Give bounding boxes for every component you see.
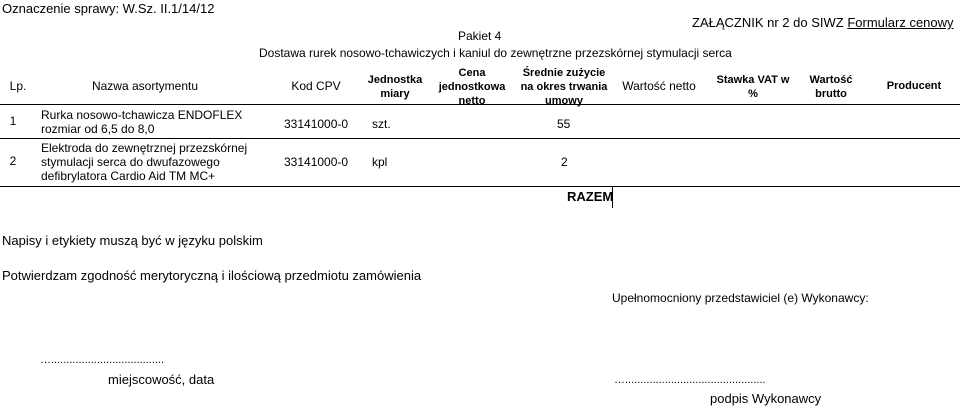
row-name (41, 141, 271, 183)
col-header-usage (514, 66, 614, 108)
row-name-line1: Elektroda do zewnętrznej przezskórnej (41, 141, 248, 155)
col-header-net-value: Wartość netto (622, 79, 696, 93)
col-header-cpv: Kod CPV (291, 79, 341, 93)
signature-dots: ….............................................. (614, 374, 766, 386)
row-unit: szt. (372, 117, 391, 131)
row-lp: 2 (9, 154, 17, 168)
row-2-bottom-border (0, 186, 960, 187)
case-reference: Oznaczenie sprawy: W.Sz. II.1/14/12 (2, 1, 215, 16)
col-header-vat-line2: % (748, 88, 758, 100)
col-header-usage-line3: umowy (545, 95, 583, 107)
row-cpv: 33141000-0 (284, 155, 349, 169)
row-name-line1: Rurka nosowo-tchawicza ENDOFLEX (41, 108, 243, 122)
col-header-price (432, 66, 512, 108)
col-header-unit-line2: miary (380, 88, 410, 100)
total-label: RAZEM (567, 189, 614, 204)
row-name (41, 108, 271, 136)
col-header-vat-line1: Stawka VAT w (716, 74, 790, 86)
package-number: Pakiet 4 (458, 29, 502, 43)
row-unit: kpl (372, 155, 388, 169)
signature-label: podpis Wykonawcy (710, 391, 822, 406)
col-header-price-line1: Cena (458, 67, 486, 79)
row-usage: 55 (557, 117, 571, 131)
row-cpv: 33141000-0 (284, 117, 349, 131)
col-header-lp: Lp. (9, 79, 27, 93)
col-header-gross-line2: brutto (815, 88, 847, 100)
place-date-label: miejscowość, data (108, 372, 215, 387)
col-header-name: Nazwa asortymentu (91, 79, 199, 93)
col-header-vat (708, 73, 798, 101)
col-header-gross (800, 73, 862, 101)
col-header-price-line3: netto (458, 95, 486, 107)
row-name-line2: rozmiar od 6,5 do 8,0 (41, 122, 155, 136)
place-date-dots: …..................................... (40, 354, 165, 366)
package-description: Dostawa rurek nosowo-tchawiczych i kaniul do zewnętrzne przezskórnej stymulacji serca (259, 46, 732, 60)
row-name-line3: defibrylatora Cardio Aid TM MC+ (41, 169, 216, 183)
col-header-unit (362, 73, 428, 101)
attachment-title (692, 15, 954, 30)
col-header-unit-line1: Jednostka (367, 74, 423, 86)
confirmation-text: Potwierdzam zgodność merytoryczną i ilościową przedmiotu zamówienia (2, 268, 422, 283)
col-header-gross-line1: Wartość (809, 74, 853, 86)
attachment-form: Formularz cenowy (847, 15, 954, 30)
col-header-usage-line1: Średnie zużycie (522, 67, 606, 79)
col-header-usage-line2: na okres trwania (520, 81, 608, 93)
row-1-bottom-border (0, 138, 960, 139)
row-name-line2: stymulacji serca do dwufazowego (41, 155, 220, 169)
representative-label: Upełnomocniony przedstawiciel (e) Wykonawcy: (612, 291, 869, 305)
col-header-price-line2: jednostkowa (438, 81, 506, 93)
row-usage: 2 (561, 155, 568, 169)
col-header-producer: Producent (886, 80, 942, 92)
row-lp: 1 (9, 114, 17, 128)
language-note: Napisy i etykiety muszą być w języku polskim (2, 233, 263, 248)
attachment-prefix: ZAŁĄCZNIK nr 2 do SIWZ (692, 15, 848, 30)
